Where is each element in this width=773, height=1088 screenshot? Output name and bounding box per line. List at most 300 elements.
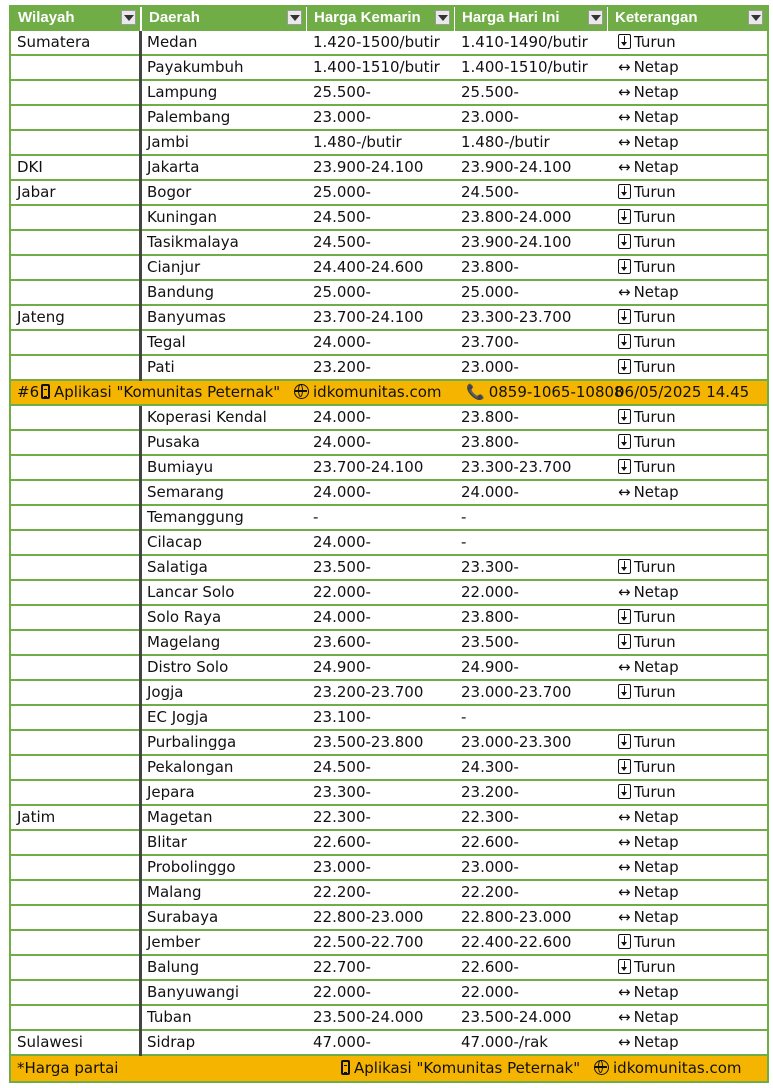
banner-phone-label: 0859-1065-10808 — [488, 383, 624, 401]
cell-daerah: Bandung — [147, 283, 215, 301]
header-wilayah — [11, 5, 140, 31]
down-arrow-icon — [618, 784, 631, 799]
cell-harga-kemarin: 24.000- — [313, 608, 371, 626]
cell-keterangan — [618, 431, 676, 454]
cell-keterangan — [618, 156, 679, 179]
keterangan-label: Turun — [634, 358, 676, 376]
cell-keterangan — [618, 256, 676, 279]
keterangan-label: Turun — [634, 308, 676, 326]
header-keterangan — [608, 5, 767, 31]
cell-keterangan — [618, 756, 676, 779]
cell-harga-hari-ini: - — [461, 508, 467, 526]
cell-harga-hari-ini: 24.000- — [461, 483, 519, 501]
down-arrow-icon — [618, 959, 631, 974]
table-row — [11, 106, 767, 131]
cell-daerah: Koperasi Kendal — [147, 408, 267, 426]
cell-harga-kemarin: 24.500- — [313, 233, 371, 251]
cell-daerah: Blitar — [147, 833, 187, 851]
cell-keterangan — [618, 331, 676, 354]
cell-keterangan — [618, 481, 679, 504]
header-keterangan-label: Keterangan — [615, 9, 698, 26]
left-right-arrow-icon: ↔ — [618, 808, 631, 826]
cell-harga-hari-ini: 24.300- — [461, 758, 519, 776]
table-row — [11, 706, 767, 731]
keterangan-label: Netap — [633, 883, 679, 901]
cell-harga-kemarin: 22.000- — [313, 983, 371, 1001]
left-right-arrow-icon: ↔ — [618, 58, 631, 76]
cell-harga-kemarin: 23.100- — [313, 708, 371, 726]
cell-keterangan — [618, 581, 679, 604]
keterangan-label: Netap — [633, 283, 679, 301]
left-right-arrow-icon: ↔ — [618, 483, 631, 501]
down-arrow-icon — [618, 734, 631, 749]
cell-harga-hari-ini: 23.800- — [461, 408, 519, 426]
cell-harga-kemarin: 22.600- — [313, 833, 371, 851]
keterangan-label: Netap — [633, 858, 679, 876]
banner-app — [41, 381, 280, 404]
cell-harga-kemarin: 25.000- — [313, 283, 371, 301]
cell-daerah: Tegal — [147, 333, 186, 351]
cell-keterangan — [618, 81, 679, 104]
cell-daerah: Jakarta — [147, 158, 200, 176]
table-row — [11, 631, 767, 656]
down-arrow-icon — [618, 309, 631, 324]
cell-harga-hari-ini: 1.480-/butir — [461, 133, 550, 151]
banner-app-label: Aplikasi "Komunitas Peternak" — [54, 383, 281, 401]
keterangan-label: Netap — [633, 58, 679, 76]
keterangan-label: Netap — [633, 808, 679, 826]
keterangan-label: Turun — [634, 458, 676, 476]
info-banner — [11, 381, 767, 406]
cell-harga-hari-ini: 23.800-24.000 — [461, 208, 572, 226]
table-row — [11, 1031, 767, 1056]
cell-harga-hari-ini: - — [461, 708, 467, 726]
cell-harga-hari-ini: 22.300- — [461, 808, 519, 826]
cell-wilayah: Sulawesi — [17, 1033, 83, 1051]
cell-harga-hari-ini: 23.800- — [461, 433, 519, 451]
cell-daerah: Payakumbuh — [147, 58, 244, 76]
cell-harga-hari-ini: 23.300-23.700 — [461, 308, 572, 326]
down-arrow-icon — [618, 184, 631, 199]
cell-harga-hari-ini: 23.500-24.000 — [461, 1008, 572, 1026]
banner-phone[interactable] — [466, 381, 624, 404]
cell-keterangan — [618, 106, 679, 129]
cell-daerah: Semarang — [147, 483, 224, 501]
table-row — [11, 1006, 767, 1031]
cell-daerah: Cianjur — [147, 258, 201, 276]
table-row — [11, 331, 767, 356]
cell-harga-hari-ini: 24.900- — [461, 658, 519, 676]
keterangan-label: Netap — [633, 108, 679, 126]
cell-keterangan — [618, 956, 676, 979]
cell-harga-kemarin: 22.300- — [313, 808, 371, 826]
table-row — [11, 31, 767, 56]
cell-harga-kemarin: 24.000- — [313, 408, 371, 426]
column-divider — [139, 406, 142, 1056]
table-row — [11, 281, 767, 306]
cell-harga-hari-ini: 22.000- — [461, 983, 519, 1001]
table-row — [11, 656, 767, 681]
cell-wilayah: Jatim — [17, 808, 56, 826]
cell-keterangan — [618, 231, 676, 254]
table-row — [11, 456, 767, 481]
cell-harga-hari-ini: 23.900-24.100 — [461, 158, 572, 176]
left-right-arrow-icon: ↔ — [618, 133, 631, 151]
footer-app — [341, 1056, 580, 1081]
left-right-arrow-icon: ↔ — [618, 283, 631, 301]
cell-harga-hari-ini: 23.000- — [461, 858, 519, 876]
table-row — [11, 131, 767, 156]
banner-datetime: 06/05/2025 14.45 — [615, 383, 750, 401]
cell-harga-kemarin: 24.900- — [313, 658, 371, 676]
table-row — [11, 81, 767, 106]
cell-harga-kemarin: 1.400-1510/butir — [313, 58, 440, 76]
filter-dropdown-icon[interactable] — [435, 10, 450, 25]
table-row — [11, 481, 767, 506]
cell-harga-hari-ini: 25.500- — [461, 83, 519, 101]
cell-keterangan — [618, 856, 679, 879]
table-row — [11, 256, 767, 281]
keterangan-label: Turun — [634, 233, 676, 251]
header-daerah-label: Daerah — [149, 9, 200, 26]
keterangan-label: Netap — [633, 133, 679, 151]
cell-harga-kemarin: 24.000- — [313, 483, 371, 501]
cell-wilayah: DKI — [17, 158, 43, 176]
cell-daerah: Magelang — [147, 633, 221, 651]
cell-daerah: Banyuwangi — [147, 983, 240, 1001]
cell-daerah: Malang — [147, 883, 202, 901]
down-arrow-icon — [618, 609, 631, 624]
cell-keterangan — [618, 181, 676, 204]
keterangan-label: Turun — [634, 683, 676, 701]
table-row — [11, 406, 767, 431]
cell-harga-hari-ini: 23.700- — [461, 333, 519, 351]
header-wilayah-label: Wilayah — [18, 9, 75, 26]
cell-harga-hari-ini: 23.200- — [461, 783, 519, 801]
keterangan-label: Turun — [634, 183, 676, 201]
down-arrow-icon — [618, 759, 631, 774]
left-right-arrow-icon: ↔ — [618, 83, 631, 101]
keterangan-label: Netap — [633, 908, 679, 926]
cell-daerah: Banyumas — [147, 308, 226, 326]
cell-harga-hari-ini: 47.000-/rak — [461, 1033, 548, 1051]
globe-icon — [294, 384, 309, 399]
cell-keterangan — [618, 1006, 679, 1029]
cell-daerah: EC Jogja — [147, 708, 209, 726]
keterangan-label: Netap — [633, 1033, 679, 1051]
down-arrow-icon — [618, 434, 631, 449]
cell-harga-hari-ini: 22.600- — [461, 958, 519, 976]
down-arrow-icon — [618, 209, 631, 224]
cell-keterangan — [618, 806, 679, 829]
footer-note: *Harga partai — [17, 1059, 119, 1077]
cell-wilayah: Jabar — [17, 183, 56, 201]
keterangan-label: Netap — [633, 583, 679, 601]
cell-harga-hari-ini: 22.400-22.600 — [461, 933, 572, 951]
cell-daerah: Tuban — [147, 1008, 192, 1026]
filter-dropdown-icon[interactable] — [748, 10, 763, 25]
cell-keterangan — [618, 731, 676, 754]
cell-harga-hari-ini: 22.600- — [461, 833, 519, 851]
cell-wilayah: Sumatera — [17, 33, 91, 51]
filter-dropdown-icon[interactable] — [121, 10, 136, 25]
left-right-arrow-icon: ↔ — [618, 108, 631, 126]
keterangan-label: Turun — [634, 258, 676, 276]
cell-daerah: Temanggung — [147, 508, 244, 526]
cell-daerah: Salatiga — [147, 558, 208, 576]
cell-daerah: Balung — [147, 958, 200, 976]
cell-harga-kemarin: 22.500-22.700 — [313, 933, 424, 951]
cell-harga-kemarin: 23.900-24.100 — [313, 158, 424, 176]
keterangan-label: Turun — [634, 608, 676, 626]
cell-keterangan — [618, 906, 679, 929]
cell-harga-kemarin: 23.500- — [313, 558, 371, 576]
cell-harga-kemarin: 24.000- — [313, 533, 371, 551]
table-row — [11, 931, 767, 956]
cell-harga-kemarin: 24.400-24.600 — [313, 258, 424, 276]
cell-harga-kemarin: 25.000- — [313, 183, 371, 201]
left-right-arrow-icon: ↔ — [618, 158, 631, 176]
cell-daerah: Bumiayu — [147, 458, 214, 476]
cell-harga-kemarin: 23.200-23.700 — [313, 683, 424, 701]
cell-daerah: Bogor — [147, 183, 192, 201]
table-row — [11, 531, 767, 556]
keterangan-label: Turun — [634, 433, 676, 451]
down-arrow-icon — [618, 934, 631, 949]
cell-harga-kemarin: 23.700-24.100 — [313, 308, 424, 326]
header-hari-ini — [455, 5, 607, 31]
cell-daerah: Jepara — [147, 783, 195, 801]
cell-daerah: Magetan — [147, 808, 213, 826]
keterangan-label: Turun — [634, 958, 676, 976]
mobile-app-icon — [41, 384, 50, 399]
cell-daerah: Jember — [147, 933, 201, 951]
cell-harga-hari-ini: 1.410-1490/butir — [461, 33, 588, 51]
cell-harga-kemarin: 24.000- — [313, 433, 371, 451]
cell-harga-hari-ini: 24.500- — [461, 183, 519, 201]
cell-keterangan — [618, 456, 676, 479]
cell-harga-kemarin: 23.200- — [313, 358, 371, 376]
cell-keterangan — [618, 406, 676, 429]
cell-harga-kemarin: 25.500- — [313, 83, 371, 101]
footer-bar — [11, 1056, 767, 1081]
keterangan-label: Netap — [633, 983, 679, 1001]
cell-daerah: Surabaya — [147, 908, 219, 926]
cell-harga-kemarin: 1.420-1500/butir — [313, 33, 440, 51]
keterangan-label: Turun — [634, 208, 676, 226]
cell-daerah: Medan — [147, 33, 198, 51]
cell-keterangan — [618, 781, 676, 804]
cell-daerah: Lampung — [147, 83, 218, 101]
cell-harga-hari-ini: 23.000- — [461, 108, 519, 126]
footer-website-label: idkomunitas.com — [613, 1059, 742, 1077]
cell-harga-kemarin: 22.000- — [313, 583, 371, 601]
filter-dropdown-icon[interactable] — [287, 10, 302, 25]
cell-daerah: Jambi — [147, 133, 189, 151]
table-row — [11, 731, 767, 756]
down-arrow-icon — [618, 409, 631, 424]
cell-harga-kemarin: 23.000- — [313, 108, 371, 126]
cell-harga-kemarin: 47.000- — [313, 1033, 371, 1051]
down-arrow-icon — [618, 359, 631, 374]
cell-keterangan — [618, 556, 676, 579]
cell-harga-kemarin: 22.700- — [313, 958, 371, 976]
header-kemarin-label: Harga Kemarin — [314, 9, 421, 26]
column-divider — [139, 31, 142, 381]
keterangan-label: Turun — [634, 408, 676, 426]
cell-keterangan — [618, 206, 676, 229]
cell-daerah: Pusaka — [147, 433, 200, 451]
cell-harga-kemarin: 23.600- — [313, 633, 371, 651]
table-row — [11, 606, 767, 631]
table-row — [11, 806, 767, 831]
banner-website[interactable] — [294, 381, 442, 404]
down-arrow-icon — [618, 34, 631, 49]
cell-keterangan — [618, 981, 679, 1004]
keterangan-label: Turun — [634, 333, 676, 351]
table-row — [11, 681, 767, 706]
cell-daerah: Kuningan — [147, 208, 217, 226]
cell-keterangan — [618, 281, 679, 304]
cell-daerah: Pati — [147, 358, 175, 376]
cell-daerah: Distro Solo — [147, 658, 229, 676]
cell-keterangan — [618, 881, 679, 904]
cell-harga-hari-ini: 22.200- — [461, 883, 519, 901]
keterangan-label: Turun — [634, 558, 676, 576]
cell-keterangan — [618, 31, 676, 54]
cell-harga-kemarin: 24.500- — [313, 208, 371, 226]
table-row — [11, 756, 767, 781]
cell-daerah: Cilacap — [147, 533, 202, 551]
table-row — [11, 56, 767, 81]
banner-number: #6 — [17, 383, 40, 401]
left-right-arrow-icon: ↔ — [618, 908, 631, 926]
cell-harga-hari-ini: 23.500- — [461, 633, 519, 651]
table-row — [11, 831, 767, 856]
cell-harga-kemarin: 22.200- — [313, 883, 371, 901]
down-arrow-icon — [618, 259, 631, 274]
table-row — [11, 231, 767, 256]
down-arrow-icon — [618, 684, 631, 699]
table-row — [11, 206, 767, 231]
cell-harga-hari-ini: 23.800- — [461, 258, 519, 276]
cell-keterangan — [618, 831, 679, 854]
cell-harga-kemarin: 23.300- — [313, 783, 371, 801]
cell-harga-kemarin: - — [313, 508, 319, 526]
table-row — [11, 881, 767, 906]
left-right-arrow-icon: ↔ — [618, 583, 631, 601]
cell-harga-kemarin: 22.800-23.000 — [313, 908, 424, 926]
keterangan-label: Turun — [634, 758, 676, 776]
keterangan-label: Turun — [634, 933, 676, 951]
cell-daerah: Palembang — [147, 108, 231, 126]
down-arrow-icon — [618, 634, 631, 649]
cell-harga-kemarin: 1.480-/butir — [313, 133, 402, 151]
cell-harga-kemarin: 24.500- — [313, 758, 371, 776]
keterangan-label: Turun — [634, 733, 676, 751]
cell-harga-hari-ini: 23.300- — [461, 558, 519, 576]
cell-harga-hari-ini: 23.000-23.300 — [461, 733, 572, 751]
keterangan-label: Netap — [633, 483, 679, 501]
cell-harga-hari-ini: 23.000- — [461, 358, 519, 376]
cell-keterangan — [618, 656, 679, 679]
cell-harga-kemarin: 23.500-24.000 — [313, 1008, 424, 1026]
table-row — [11, 556, 767, 581]
cell-daerah: Solo Raya — [147, 608, 222, 626]
mobile-app-icon — [341, 1060, 350, 1075]
cell-keterangan — [618, 131, 679, 154]
table-row — [11, 431, 767, 456]
cell-keterangan — [618, 606, 676, 629]
cell-harga-hari-ini: - — [461, 533, 467, 551]
cell-harga-hari-ini: 23.900-24.100 — [461, 233, 572, 251]
footer-app-label: Aplikasi "Komunitas Peternak" — [354, 1059, 581, 1077]
keterangan-label: Turun — [634, 633, 676, 651]
down-arrow-icon — [618, 334, 631, 349]
cell-daerah: Pekalongan — [147, 758, 234, 776]
keterangan-label: Netap — [633, 833, 679, 851]
left-right-arrow-icon: ↔ — [618, 1008, 631, 1026]
left-right-arrow-icon: ↔ — [618, 983, 631, 1001]
cell-keterangan — [618, 56, 679, 79]
down-arrow-icon — [618, 234, 631, 249]
cell-daerah: Purbalingga — [147, 733, 237, 751]
banner-website-label: idkomunitas.com — [313, 383, 442, 401]
table-row — [11, 981, 767, 1006]
filter-dropdown-icon[interactable] — [588, 10, 603, 25]
cell-harga-kemarin: 24.000- — [313, 333, 371, 351]
cell-keterangan — [618, 356, 676, 379]
cell-harga-hari-ini: 23.000-23.700 — [461, 683, 572, 701]
down-arrow-icon — [618, 459, 631, 474]
cell-harga-kemarin: 23.700-24.100 — [313, 458, 424, 476]
table-row — [11, 906, 767, 931]
cell-wilayah: Jateng — [17, 308, 65, 326]
cell-keterangan — [618, 306, 676, 329]
cell-keterangan — [618, 681, 676, 704]
cell-harga-hari-ini: 25.000- — [461, 283, 519, 301]
left-right-arrow-icon: ↔ — [618, 858, 631, 876]
cell-harga-kemarin: 23.000- — [313, 858, 371, 876]
cell-keterangan — [618, 631, 676, 654]
left-right-arrow-icon: ↔ — [618, 883, 631, 901]
keterangan-label: Netap — [633, 658, 679, 676]
cell-daerah: Lancar Solo — [147, 583, 235, 601]
phone-icon: 📞 — [466, 383, 485, 401]
cell-harga-hari-ini: 1.400-1510/butir — [461, 58, 588, 76]
cell-daerah: Probolinggo — [147, 858, 236, 876]
cell-harga-kemarin: 23.500-23.800 — [313, 733, 424, 751]
table-row — [11, 306, 767, 331]
table-row — [11, 506, 767, 531]
cell-keterangan — [618, 1031, 679, 1054]
table-row — [11, 956, 767, 981]
keterangan-label: Turun — [634, 33, 676, 51]
table-row — [11, 581, 767, 606]
cell-daerah: Tasikmalaya — [147, 233, 239, 251]
cell-daerah: Sidrap — [147, 1033, 196, 1051]
left-right-arrow-icon: ↔ — [618, 833, 631, 851]
table-row — [11, 856, 767, 881]
globe-icon — [594, 1060, 609, 1075]
table-row — [11, 781, 767, 806]
cell-daerah: Jogja — [147, 683, 184, 701]
cell-harga-hari-ini: 22.800-23.000 — [461, 908, 572, 926]
table-row — [11, 356, 767, 381]
cell-harga-hari-ini: 23.300-23.700 — [461, 458, 572, 476]
cell-harga-hari-ini: 23.800- — [461, 608, 519, 626]
footer-website[interactable] — [594, 1056, 742, 1081]
